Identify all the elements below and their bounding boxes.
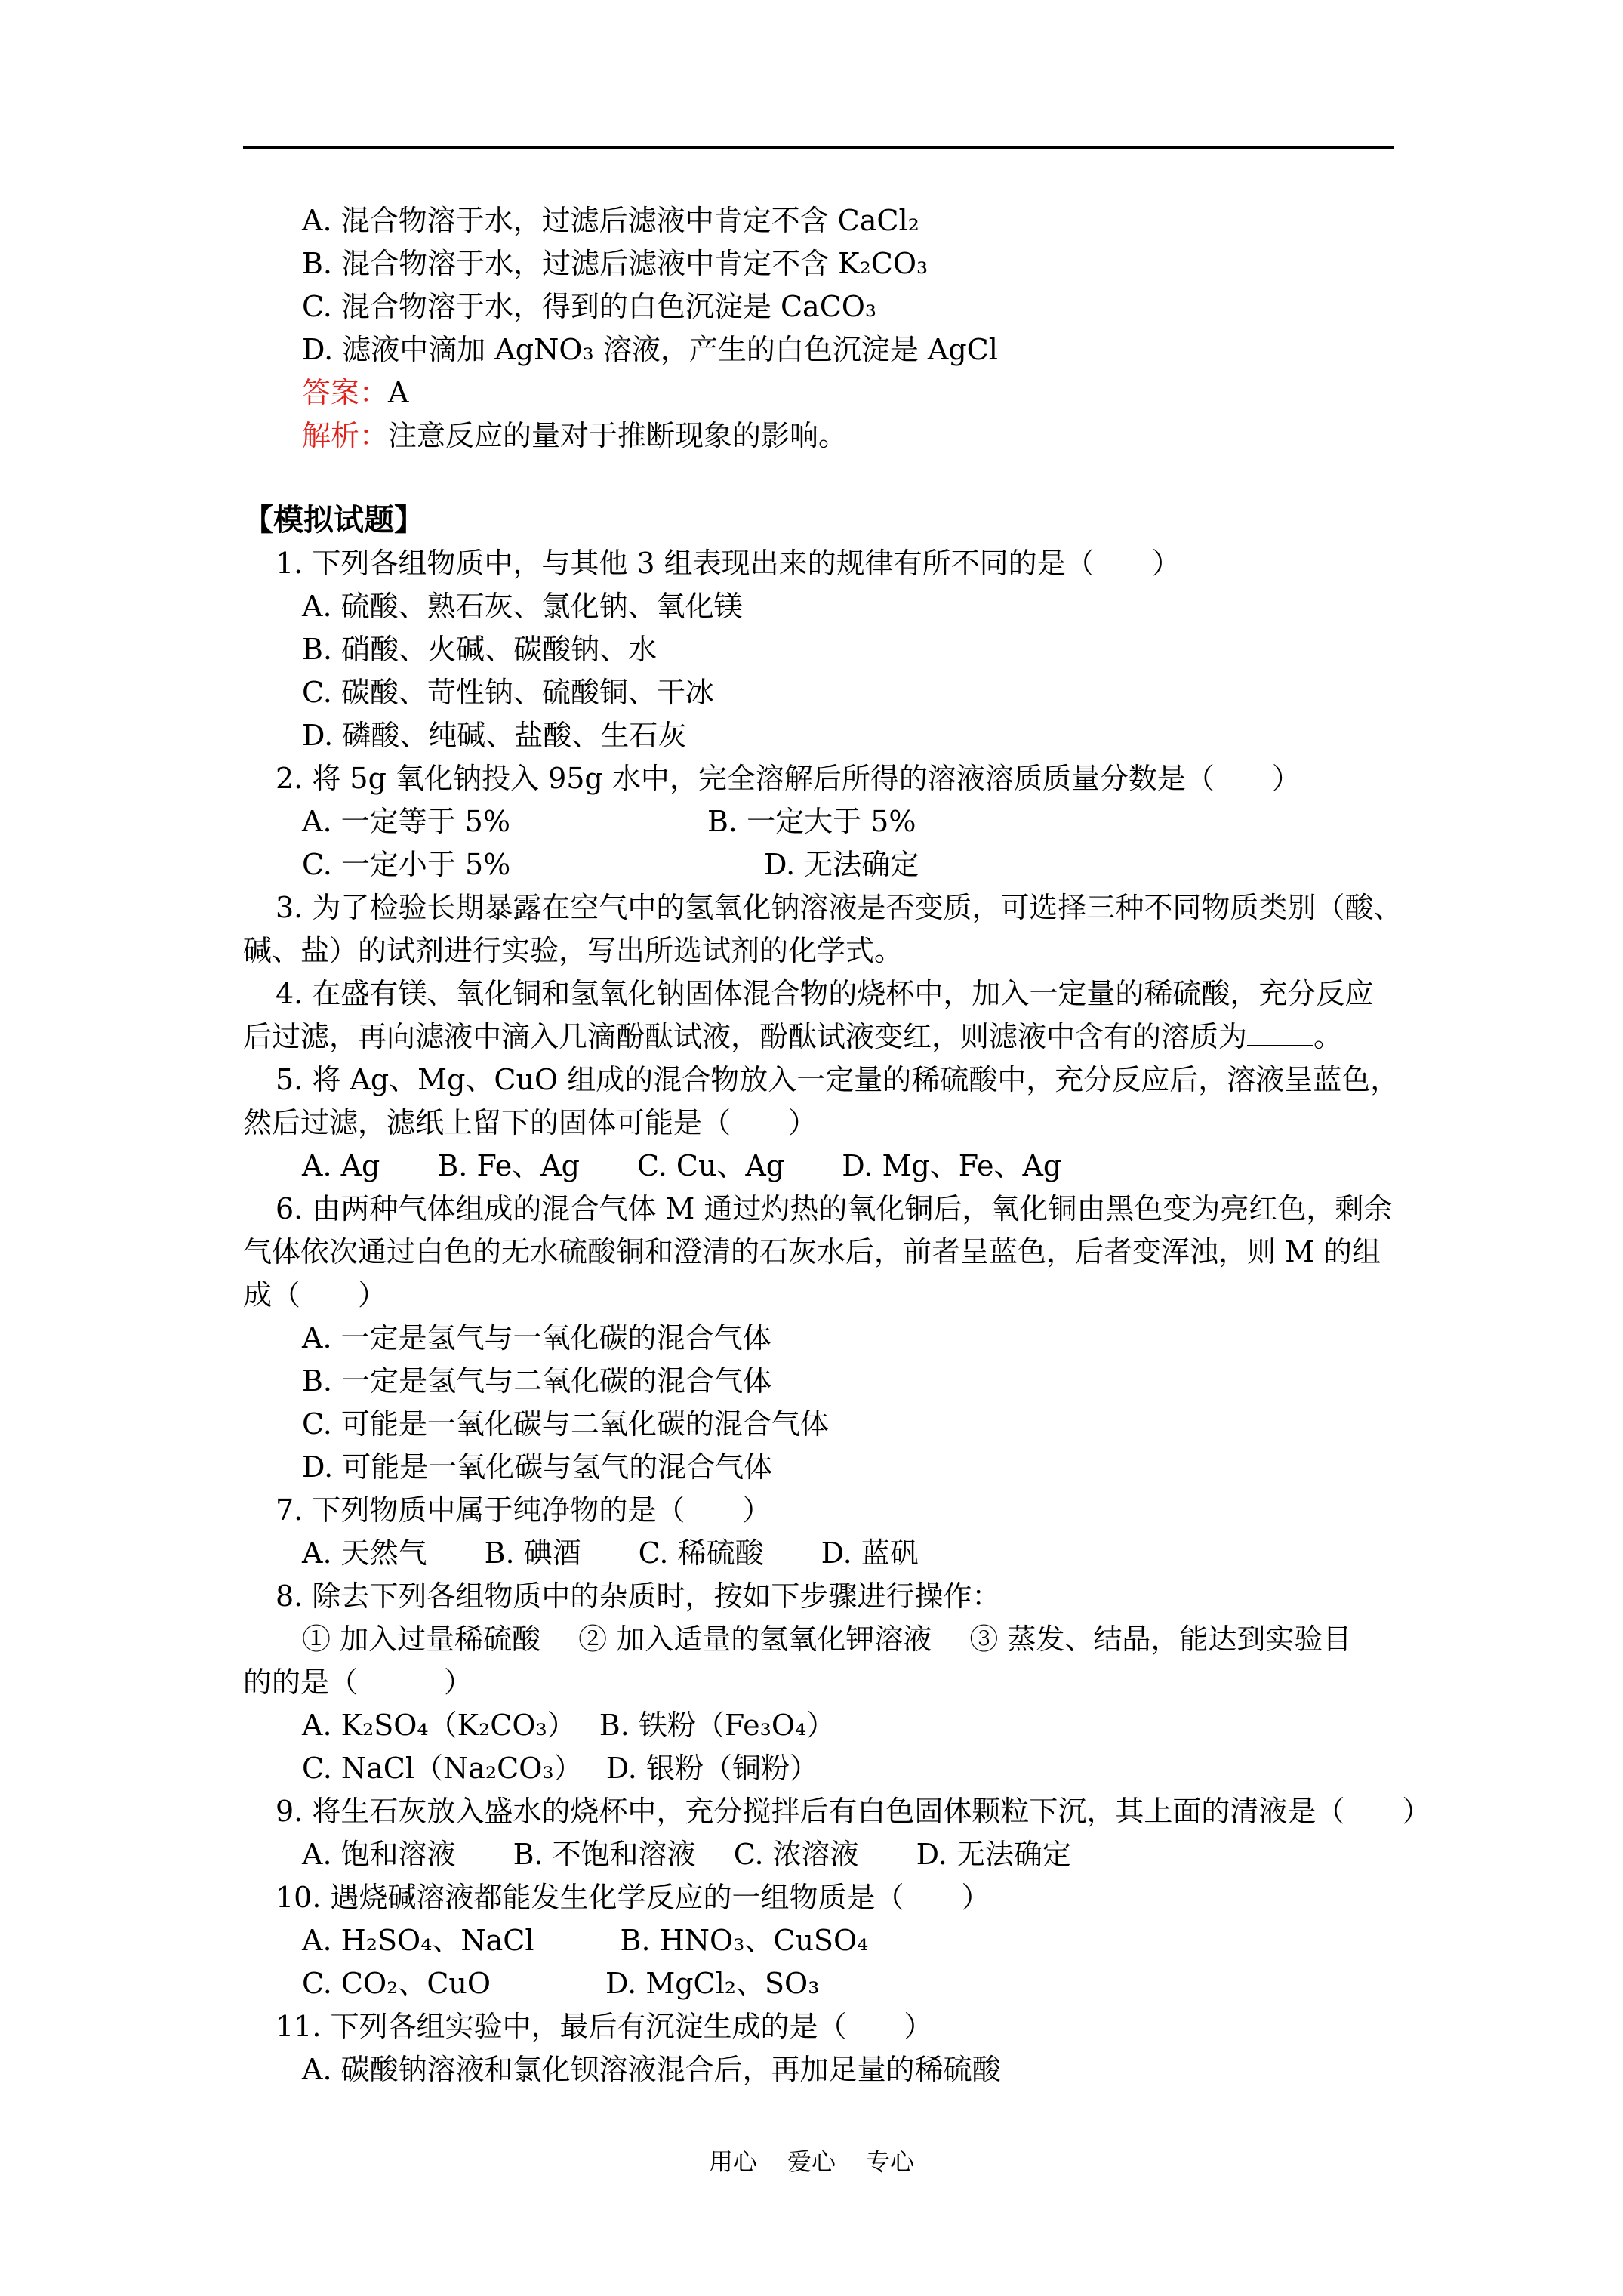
q1-option-b: B. 硝酸、火碱、碳酸钠、水 xyxy=(302,633,658,666)
analysis-label: 解析： xyxy=(302,419,389,452)
answer-value: A xyxy=(388,376,409,409)
q6-option-d: D. 可能是一氧化碳与氢气的混合气体 xyxy=(302,1450,773,1484)
q6-line2: 气体依次通过白色的无水硫酸铜和澄清的石灰水后，前者呈蓝色，后者变浑浊，则 M 的组 xyxy=(243,1235,1381,1268)
q1-option-d: D. 磷酸、纯碱、盐酸、生石灰 xyxy=(302,719,687,752)
header-rule xyxy=(243,146,1394,149)
q9-options: A. 饱和溶液 B. 不饱和溶液 C. 浓溶液 D. 无法确定 xyxy=(302,1838,1071,1871)
q10-options-ab: A. H₂SO₄、NaCl B. HNO₃、CuSO₄ xyxy=(302,1924,869,1957)
prev-option-c: C. 混合物溶于水，得到的白色沉淀是 CaCO₃ xyxy=(302,290,877,323)
q6-line1: 6. 由两种气体组成的混合气体 M 通过灼热的氧化铜后，氧化铜由黑色变为亮红色，剩余 xyxy=(276,1192,1393,1225)
q10-stem: 10. 遇烧碱溶液都能发生化学反应的一组物质是（ ） xyxy=(276,1881,990,1914)
q8-line2: ① 加入过量稀硫酸 ② 加入适量的氢氧化钾溶液 ③ 蒸发、结晶，能达到实验目 xyxy=(302,1623,1352,1656)
q11-stem: 11. 下列各组实验中，最后有沉淀生成的是（ ） xyxy=(276,2010,933,2043)
q6-option-c: C. 可能是一氧化碳与二氧化碳的混合气体 xyxy=(302,1407,829,1441)
q4-line2-end: 。 xyxy=(1313,1020,1343,1053)
q6-option-a: A. 一定是氢气与一氧化碳的混合气体 xyxy=(302,1321,771,1354)
q2-option-c: C. 一定小于 5% xyxy=(302,848,511,881)
prev-analysis xyxy=(302,418,847,454)
q5-line1: 5. 将 Ag、Mg、CuO 组成的混合物放入一定量的稀硫酸中，充分反应后，溶液呈蓝色， xyxy=(276,1063,1400,1096)
q3-line1: 3. 为了检验长期暴露在空气中的氢氧化钠溶液是否变质，可选择三种不同物质类别（酸、 xyxy=(276,891,1403,924)
prev-option-d: D. 滤液中滴加 AgNO₃ 溶液，产生的白色沉淀是 AgCl xyxy=(302,333,998,366)
q4-line1: 4. 在盛有镁、氧化铜和氢氧化钠固体混合物的烧杯中，加入一定量的稀硫酸，充分反应 xyxy=(276,977,1374,1010)
q8-options-cd: C. NaCl（Na₂CO₃） D. 银粉（铜粉） xyxy=(302,1752,818,1785)
q9-stem: 9. 将生石灰放入盛水的烧杯中，充分搅拌后有白色固体颗粒下沉，其上面的清液是（ ） xyxy=(276,1795,1431,1828)
prev-option-b: B. 混合物溶于水，过滤后滤液中肯定不含 K₂CO₃ xyxy=(302,247,929,280)
q2-option-d: D. 无法确定 xyxy=(764,848,919,881)
section-title: 【模拟试题】 xyxy=(243,502,424,538)
q6-line3: 成（ ） xyxy=(243,1278,387,1311)
q1-option-a: A. 硫酸、熟石灰、氯化钠、氧化镁 xyxy=(302,590,743,623)
page-footer: 用心 爱心 专心 xyxy=(708,2147,915,2176)
q1-option-c: C. 碳酸、苛性钠、硫酸铜、干冰 xyxy=(302,676,714,709)
q8-options-ab: A. K₂SO₄（K₂CO₃） B. 铁粉（Fe₃O₄） xyxy=(302,1709,836,1742)
q4-line2-text: 后过滤，再向滤液中滴入几滴酚酞试液，酚酞试液变红，则滤液中含有的溶质为 xyxy=(243,1020,1248,1053)
answer-label: 答案： xyxy=(302,376,389,409)
q2-stem: 2. 将 5g 氧化钠投入 95g 水中，完全溶解后所得的溶液溶质质量分数是（ ） xyxy=(276,762,1301,795)
q3-line2: 碱、盐）的试剂进行实验，写出所选试剂的化学式。 xyxy=(243,934,904,967)
q8-line3: 的的是（ ） xyxy=(243,1666,473,1699)
q6-option-b: B. 一定是氢气与二氧化碳的混合气体 xyxy=(302,1364,772,1398)
q11-option-a: A. 碳酸钠溶液和氯化钡溶液混合后，再加足量的稀硫酸 xyxy=(302,2053,1001,2086)
q2-option-a: A. 一定等于 5% xyxy=(302,805,510,838)
q7-options: A. 天然气 B. 碘酒 C. 稀硫酸 D. 蓝矾 xyxy=(302,1536,919,1570)
answer-blank xyxy=(1247,1021,1313,1046)
prev-option-a: A. 混合物溶于水，过滤后滤液中肯定不含 CaCl₂ xyxy=(302,204,919,237)
q5-options: A. Ag B. Fe、Ag C. Cu、Ag D. Mg、Fe、Ag xyxy=(302,1149,1062,1182)
q7-stem: 7. 下列物质中属于纯净物的是（ ） xyxy=(276,1493,771,1527)
q2-option-b: B. 一定大于 5% xyxy=(707,805,916,838)
q4-line2 xyxy=(243,1019,1342,1055)
q5-line2: 然后过滤，滤纸上留下的固体可能是（ ） xyxy=(243,1106,818,1139)
analysis-text: 注意反应的量对于推断现象的影响。 xyxy=(388,419,848,452)
q8-stem: 8. 除去下列各组物质中的杂质时，按如下步骤进行操作： xyxy=(276,1579,1001,1613)
q1-stem: 1. 下列各组物质中，与其他 3 组表现出来的规律有所不同的是（ ） xyxy=(276,547,1181,580)
prev-answer xyxy=(302,374,408,411)
q10-options-cd: C. CO₂、CuO D. MgCl₂、SO₃ xyxy=(302,1967,820,2000)
